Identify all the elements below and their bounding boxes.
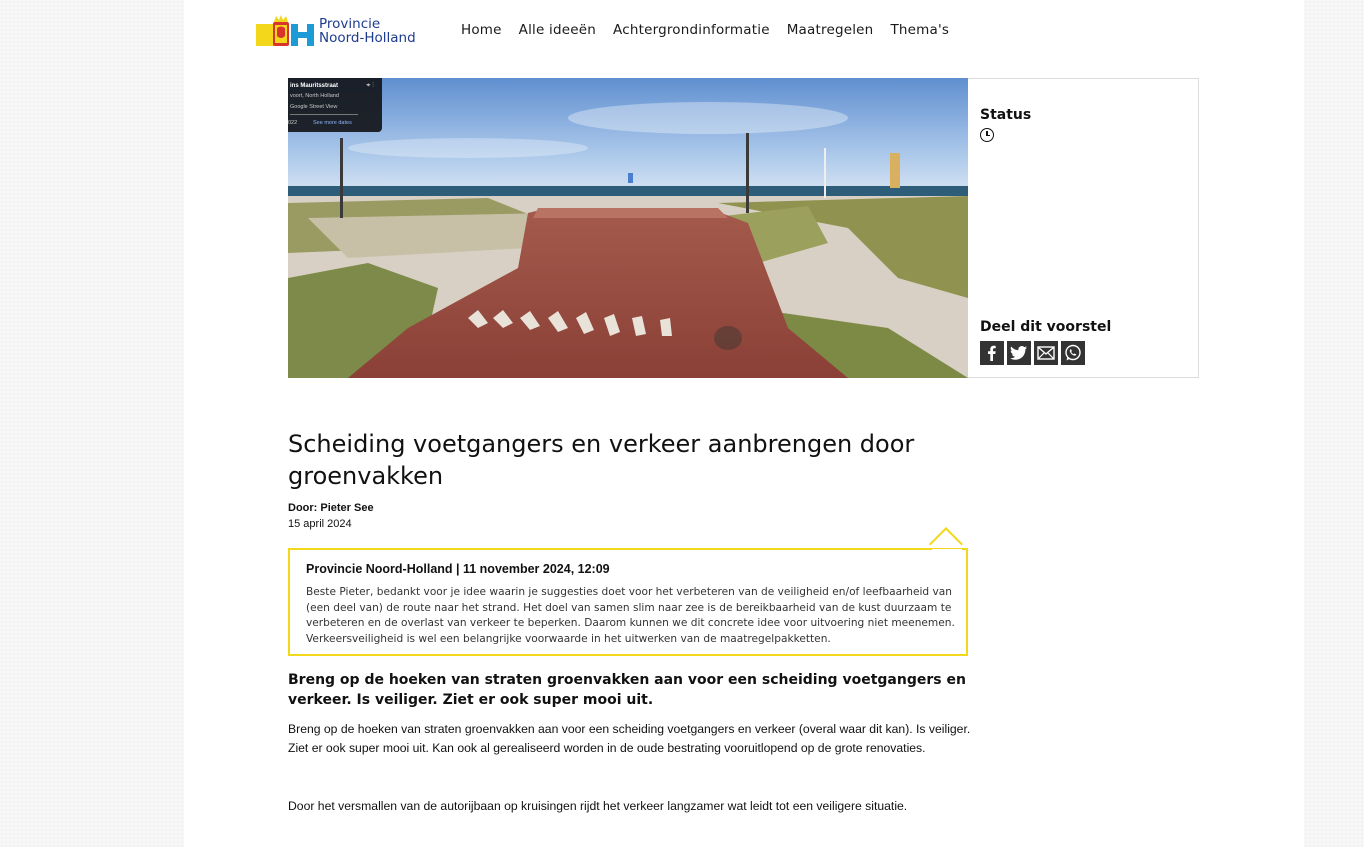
site-logo[interactable] (256, 14, 416, 48)
main-nav (461, 22, 949, 38)
proposal-side-panel (968, 78, 1199, 378)
map-pin-icon[interactable]: ⌖ ⋮ (366, 82, 374, 89)
reply-notch-cover (932, 549, 962, 557)
logo-line-1: Provincie (319, 16, 381, 32)
street-view-date: 022 (288, 120, 298, 126)
nav-maatregelen[interactable]: Maatregelen (786, 22, 874, 38)
street-view-divider (290, 114, 358, 115)
twitter-icon[interactable] (1007, 341, 1031, 365)
street-view-source: Google Street View (290, 104, 338, 110)
logo-text (319, 17, 416, 45)
article-lead: Breng op de hoeken van straten groenvakken aan voor een scheiding voetgangers en verkeer. Is veiliger. Ziet er ook super mooi uit. (288, 672, 966, 708)
page (184, 0, 1304, 847)
official-reply-box (288, 548, 968, 656)
nav-achtergrondinformatie[interactable]: Achtergrondinformatie (613, 22, 770, 38)
article-title: Scheiding voetgangers en verkeer aanbrengen door groenvakken (288, 430, 915, 490)
share-buttons (980, 341, 1085, 365)
article-date: 15 april 2024 (288, 518, 352, 530)
status-heading: Status (980, 107, 1032, 123)
see-more-dates-link[interactable]: See more dates (313, 120, 352, 126)
nav-alle-ideeen[interactable]: Alle ideeën (518, 22, 596, 38)
street-view-street: ins Mauritsstraat (290, 83, 339, 89)
hero-street-view-image (288, 78, 968, 378)
logo-emblem-icon (256, 14, 314, 48)
facebook-icon[interactable] (980, 341, 1004, 365)
street-view-place: voort, North Holland (290, 93, 339, 99)
article-paragraph-1: Breng op de hoeken van straten groenvakken aan voor een scheiding voetgangers en verkeer (overal waar dit kan). Is veiliger. Ziet er ook super mooi uit. Kan ook al gerealiseerd worden in de oude bestrating vooruitlopend op de grote renovaties. (288, 722, 971, 755)
nav-themas[interactable]: Thema's (890, 22, 950, 38)
article-author: Door: Pieter See (288, 502, 374, 514)
clock-icon (980, 128, 994, 142)
nav-home[interactable]: Home (461, 22, 502, 38)
whatsapp-icon[interactable] (1061, 341, 1085, 365)
logo-line-2: Noord-Holland (319, 30, 416, 46)
street-view-info-card[interactable] (288, 78, 382, 132)
article-paragraph-2: Door het versmallen van de autorijbaan op kruisingen rijdt het verkeer langzamer wat leidt tot een veiligere situatie. (288, 799, 908, 813)
reply-body: Beste Pieter, bedankt voor je idee waarin je suggesties doet voor het verbeteren van de veiligheid en/of leefbaarheid van (een deel van) de route naar het strand. Het doel van samen slim naar zee is de bereikbaarheid van de kust duurzaam te verbeteren en de overlast van verkeer te beperken. Daarom kunnen we dit concrete idee voor uitvoering niet meenemen. Verkeersveiligheid is wel een belangrijke voorwaarde in het uitwerken van de maatregelpakketten. (306, 586, 955, 645)
reply-header: Provincie Noord-Holland | 11 november 2024, 12:09 (306, 562, 610, 576)
share-heading: Deel dit voorstel (980, 319, 1112, 335)
mail-icon[interactable] (1034, 341, 1058, 365)
